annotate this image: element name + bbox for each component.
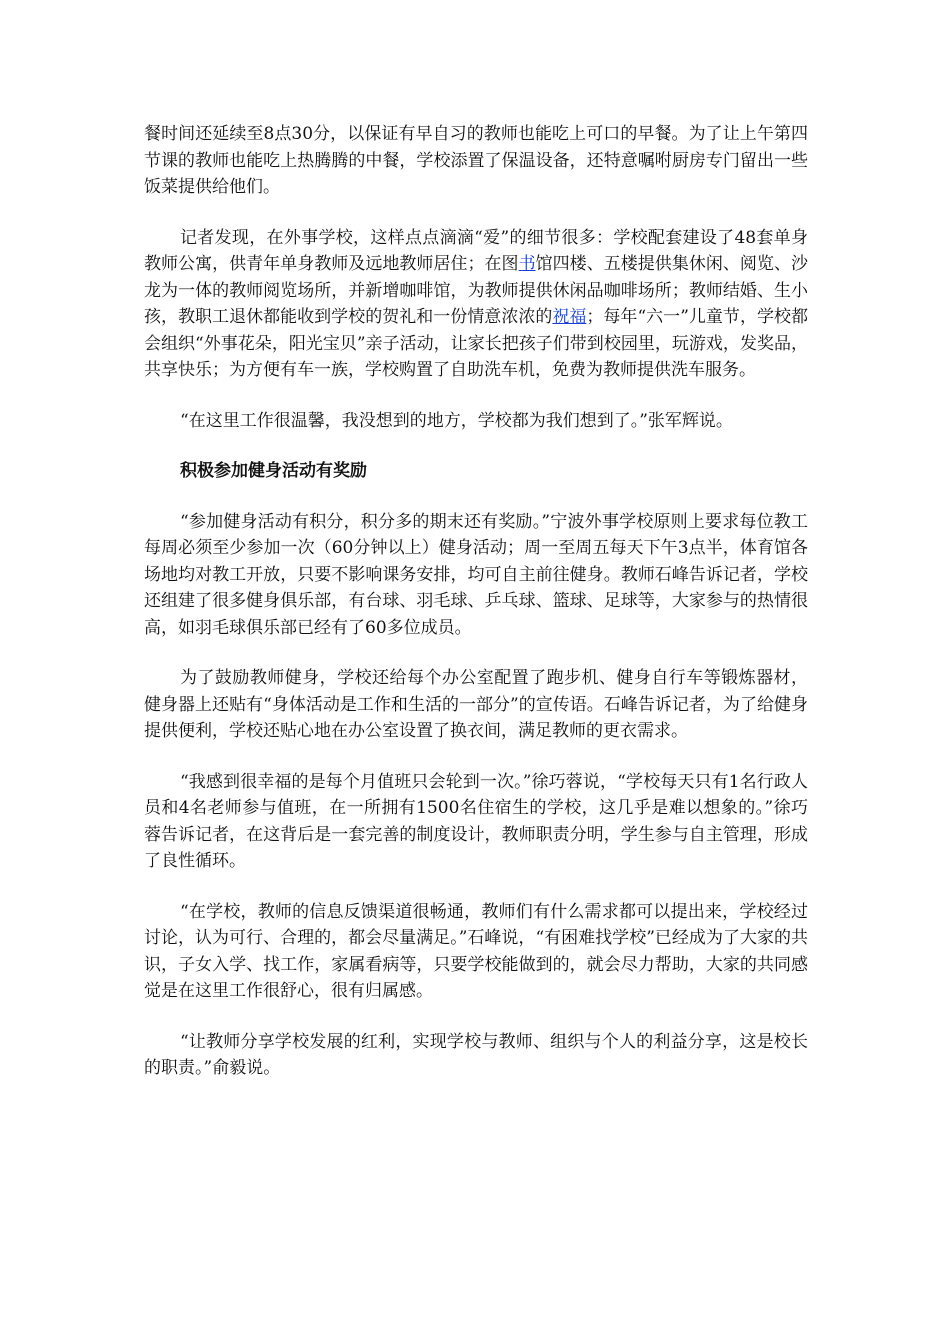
paragraph-care-text-3: ；每年“六一”儿童节，学校都会组织“外事花朵，阳光宝贝”亲子活动，让家长把孩子们带到校园里，玩游戏，发奖品，共享快乐；为方便有车一族，学校购置了自助洗车机，免费为教师提供洗车服务。 — [144, 307, 808, 380]
paragraph-quote-zhang: “在这里工作很温馨，我没想到的地方，学校都为我们想到了。”张军辉说。 — [180, 410, 733, 431]
paragraph-principal-quote: “让教师分享学校发展的红利，实现学校与教师、组织与个人的利益分享，这是校长的职责。”俞毅说。 — [144, 1031, 808, 1078]
paragraph-breakfast: 餐时间还延续至8点30分，以保证有早自习的教师也能吃上可口的早餐。为了让上午第四节课的教师也能吃上热腾腾的中餐，学校添置了保温设备，还特意嘱咐厨房专门留出一些饭菜提供给他们。 — [144, 124, 808, 197]
paragraph-care-text-2: 馆四楼、五楼提供集休闲、阅览、沙龙为一体的教师阅览场所，并新增咖啡馆，为教师提供休闲品咖啡场所；教师结婚、生小孩，教职工退休都能收到学校的贺礼和一份情意浓浓的 — [144, 254, 809, 327]
paragraph-fitness-points: “参加健身活动有积分，积分多的期末还有奖励。”宁波外事学校原则上要求每位教工每周必须至少参加一次（60分钟以上）健身活动；周一至周五每天下午3点半，体育馆各场地均对教工开放，只要不影响课务安排，均可自主前往健身。教师石峰告诉记者，学校还组建了很多健身俱乐部，有台球、羽毛球、乒乓球、篮球、足球等，大家参与的热情很高，如羽毛球俱乐部已经有了60多位成员。 — [144, 511, 808, 638]
paragraph-care-text-1: 记者发现，在外事学校，这样点点滴滴“爱”的细节很多：学校配套建设了48套单身教师公寓，供青年单身教师及远地教师居住；在图 — [144, 227, 808, 274]
paragraph-care-details — [144, 225, 808, 384]
paragraph-duty-schedule: “我感到很幸福的是每个月值班只会轮到一次。”徐巧蓉说，“学校每天只有1名行政人员和4名老师参与值班，在一所拥有1500名住宿生的学校，这几乎是难以想象的。”徐巧蓉告诉记者，在这背后是一套完善的制度设计，教师职责分明，学生参与自主管理，形成了良性循环。 — [144, 771, 808, 871]
article-body — [144, 121, 808, 1106]
paragraph-fitness-equipment: 为了鼓励教师健身，学校还给每个办公室配置了跑步机、健身自行车等锻炼器材，健身器上还贴有“身体活动是工作和生活的一部分”的宣传语。石峰告诉记者，为了给健身提供便利，学校还贴心地在办公室设置了换衣间，满足教师的更衣需求。 — [144, 668, 808, 741]
paragraph-feedback: “在学校，教师的信息反馈渠道很畅通，教师们有什么需求都可以提出来，学校经过讨论，认为可行、合理的，都会尽量满足。”石峰说，“有困难找学校”已经成为了大家的共识，子女入学、找工作，家属看病等，只要学校能做到的，就会尽力帮助，大家的共同感觉是在这里工作很舒心，很有归属感。 — [144, 901, 808, 1001]
blessing-link[interactable]: 祝福 — [552, 307, 587, 327]
library-link[interactable]: 书 — [518, 254, 536, 274]
section-heading: 积极参加健身活动有奖励 — [180, 461, 367, 481]
